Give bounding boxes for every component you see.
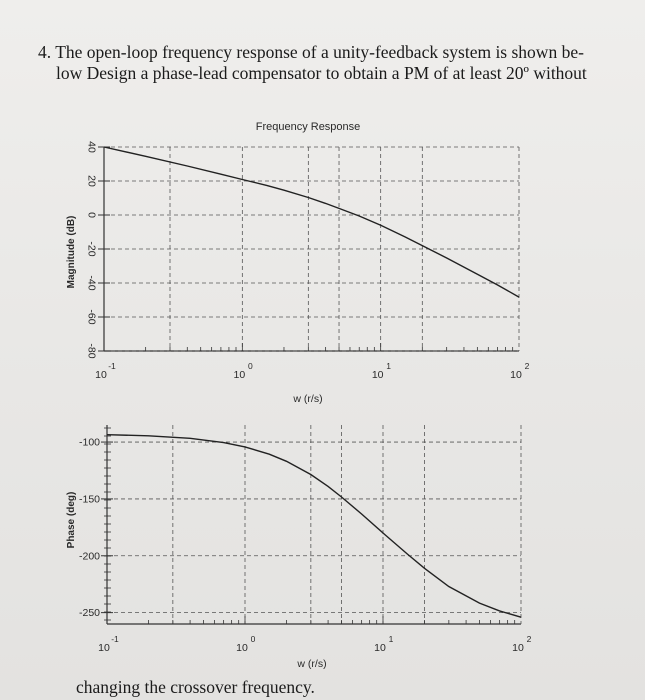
phase-xtick-exponent: 0 (250, 634, 256, 644)
magnitude-xtick-exponent: 1 (386, 361, 392, 371)
magnitude-xtick-exponent: 0 (247, 361, 253, 371)
magnitude-ytick-label: -60 (85, 309, 98, 325)
magnitude-xtick-exponent: -1 (108, 361, 116, 371)
phase-xtick-label: 10 (98, 642, 110, 654)
phase-xlabel: w (r/s) (297, 658, 327, 670)
magnitude-title: Frequency Response (255, 121, 361, 133)
problem-continuation: changing the crossover frequency. (76, 677, 315, 697)
phase-xtick-label: 10 (374, 642, 386, 654)
magnitude-xtick-label: 10 (371, 369, 384, 381)
phase-xtick-label: 10 (236, 642, 248, 654)
phase-xtick-exponent: 2 (526, 634, 532, 644)
magnitude-ytick-label: 40 (85, 141, 98, 153)
magnitude-curve (104, 147, 519, 297)
magnitude-ylabel: Magnitude (dB) (66, 215, 77, 289)
magnitude-xlabel: w (r/s) (293, 393, 323, 405)
problem-text-1: The open-loop frequency response of a unity-feedback system is shown be- (55, 42, 584, 62)
magnitude-xtick-exponent: 2 (524, 361, 530, 371)
problem-line-2: low Design a phase-lead compensator to obtain a PM of at least 20º without (56, 63, 587, 83)
phase-xtick-label: 10 (512, 642, 524, 654)
phase-ytick-label: -250 (78, 607, 100, 620)
phase-plot (66, 425, 532, 670)
magnitude-ytick-label: -80 (85, 343, 98, 359)
phase-ytick-label: -200 (78, 550, 100, 563)
magnitude-ytick-label: 0 (85, 212, 98, 218)
magnitude-ytick-label: -40 (85, 275, 98, 291)
magnitude-ytick-label: 20 (85, 175, 98, 187)
magnitude-ytick-label: -20 (85, 241, 98, 257)
phase-ytick-label: -100 (78, 436, 100, 449)
phase-xtick-exponent: 1 (388, 634, 394, 644)
magnitude-xtick-label: 10 (510, 369, 522, 381)
problem-number: 4. (38, 42, 52, 62)
magnitude-plot (66, 121, 530, 405)
phase-ytick-label: -150 (78, 493, 100, 506)
magnitude-xtick-label: 10 (233, 369, 246, 381)
magnitude-xtick-label: 10 (95, 369, 107, 381)
phase-ylabel: Phase (deg) (66, 491, 77, 549)
phase-xtick-exponent: -1 (111, 634, 119, 644)
phase-curve (107, 435, 521, 618)
